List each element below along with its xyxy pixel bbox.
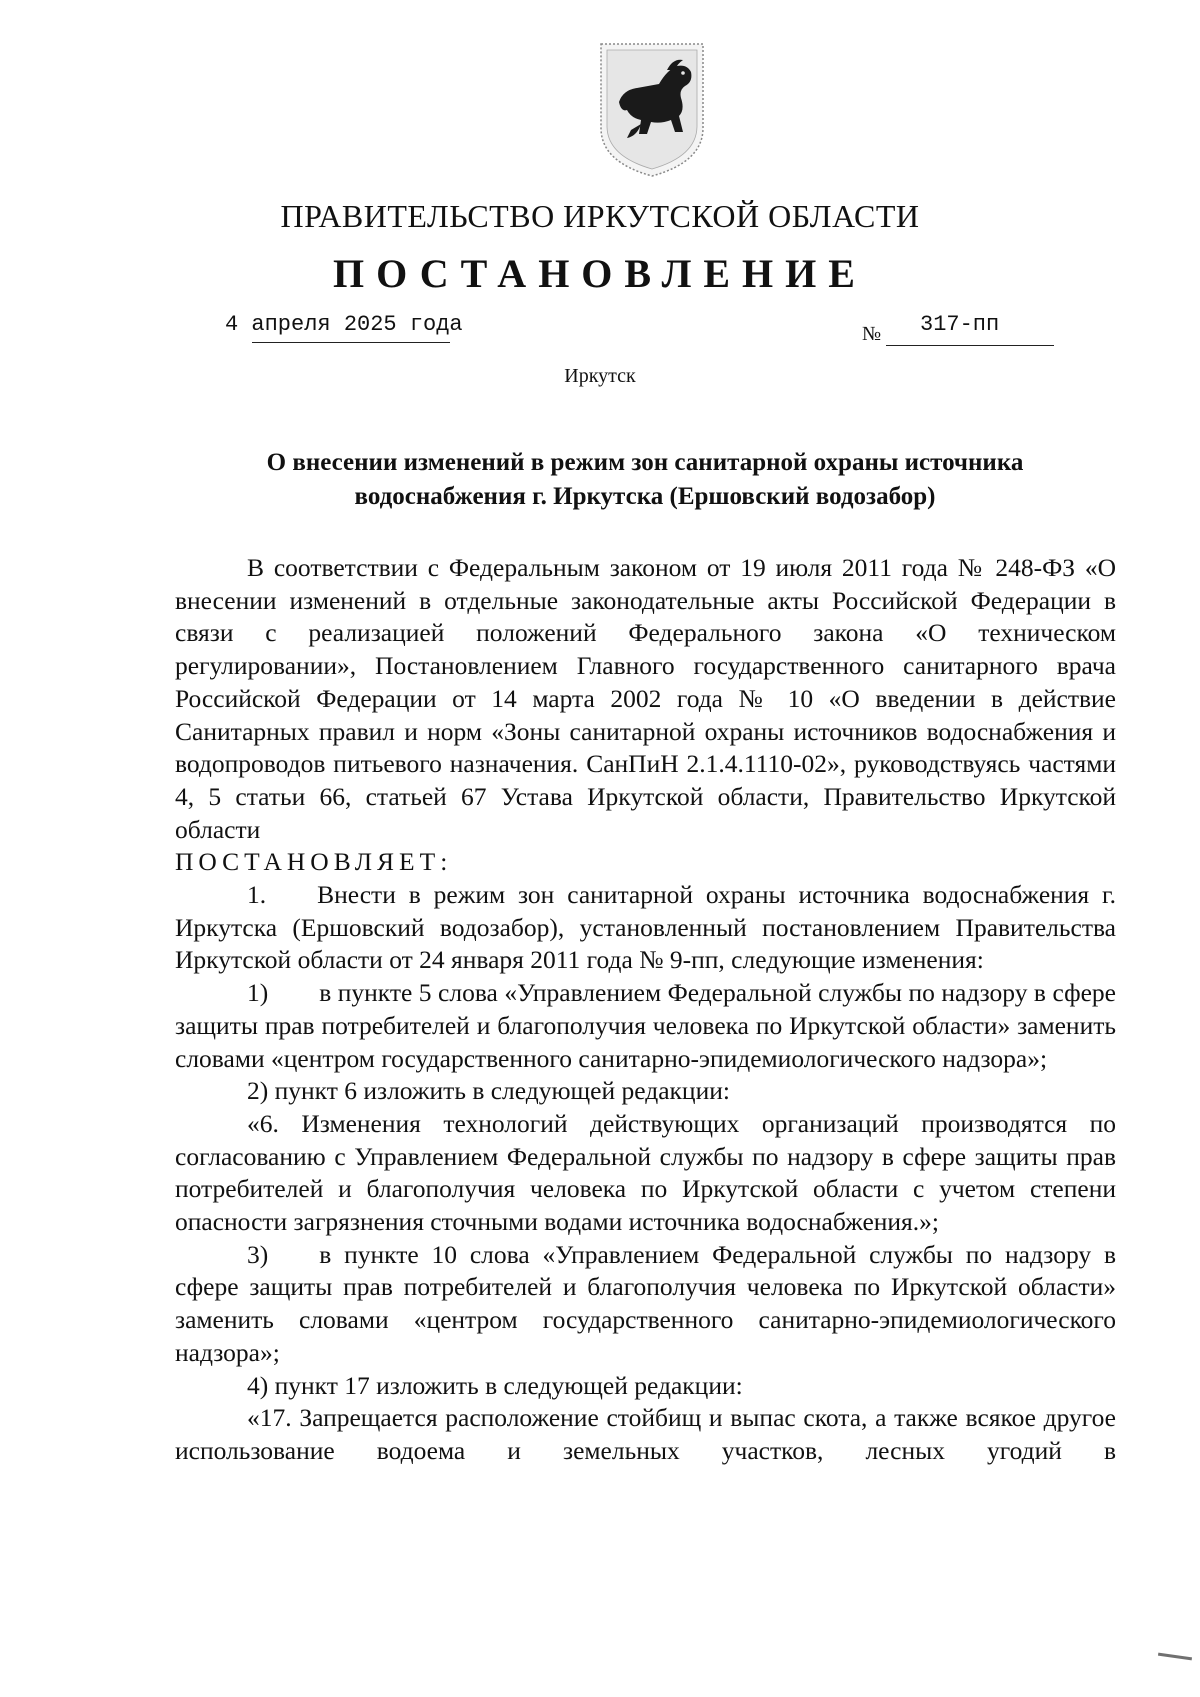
city-label: Иркутск [564, 365, 636, 387]
document-heading [180, 446, 1110, 514]
irkutsk-coat-of-arms-icon [597, 40, 707, 180]
resolve-word: ПОСТАНОВЛЯЕТ: [175, 847, 453, 877]
document-number: 317-пп [920, 312, 1000, 337]
subitem-1-paragraph: 1) в пункте 5 слова «Управлением Федеральной службы по надзору в сфере защиты прав потребителей и благополучия человека по Иркутской области» заменить словами «центром государственного санитарно-эпидемиологического надзора»; [175, 978, 1116, 1073]
document-type-title: ПОСТАНОВЛЕНИЕ [333, 251, 867, 296]
subitem-3-paragraph: 3) в пункте 10 слова «Управлением Федеральной службы по надзору в сфере защиты прав потребителей и благополучия человека по Иркутской области» заменить словами «центром государственного санитарно-эпидемиологического надзора»; [175, 1239, 1116, 1367]
subitem-4-paragraph: 4) пункт 17 изложить в следующей редакции: [247, 1370, 743, 1400]
number-sign: № [862, 323, 882, 345]
subitem-2-text: «6. Изменения технологий действующих организаций производятся по согласованию с Управлением Федеральной службы по надзору в сфере защиты прав потребителей и благополучия человека по Иркутской области с учетом степени опасности загрязнения сточными водами источника водоснабжения.»; [175, 1108, 1116, 1237]
item-1-paragraph: 1. Внести в режим зон санитарной охраны источника водоснабжения г. Иркутска (Ершовский водозабор), установленный постановлением Правительства Иркутской области от 24 января 2011 года № 9-пп, следующие изменения: [175, 880, 1116, 975]
heading-line-2: водоснабжения г. Иркутска (Ершовский водозабор) [354, 483, 936, 510]
heading-line-1: О внесении изменений в режим зон санитарной охраны источника [266, 449, 1024, 476]
preamble-paragraph: В соответствии с Федеральным законом от 19 июля 2011 года № 248-ФЗ «О внесении изменений в отдельные законодательные акты Российской Федерации в связи с реализацией положений Федерального закона «О техническом регулировании», Постановлением Главного государственного санитарного врача Российской Федерации от 14 марта 2002 года № 10 «О введении в действие Санитарных правил и норм «Зоны санитарной охраны источников водоснабжения и водопроводов питьевого назначения. СанПиН 2.1.4.1110-02», руководствуясь частями 4, 5 статьи 66, статьей 67 Устава Иркутской области, Правительство Иркутской области [175, 553, 1116, 844]
subitem-4-text: «17. Запрещается расположение стойбищ и выпас скота, а также всякое другое использование водоема и земельных участков, лесных угодий в [175, 1403, 1116, 1465]
document-body [175, 552, 1116, 1468]
number-underline [886, 345, 1054, 346]
document-date: 4 апреля 2025 года [225, 312, 463, 337]
government-title: ПРАВИТЕЛЬСТВО ИРКУТСКОЙ ОБЛАСТИ [280, 198, 920, 234]
subitem-2-paragraph: 2) пункт 6 изложить в следующей редакции: [247, 1076, 730, 1106]
scan-mark [1158, 1653, 1192, 1661]
date-underline [252, 342, 450, 343]
